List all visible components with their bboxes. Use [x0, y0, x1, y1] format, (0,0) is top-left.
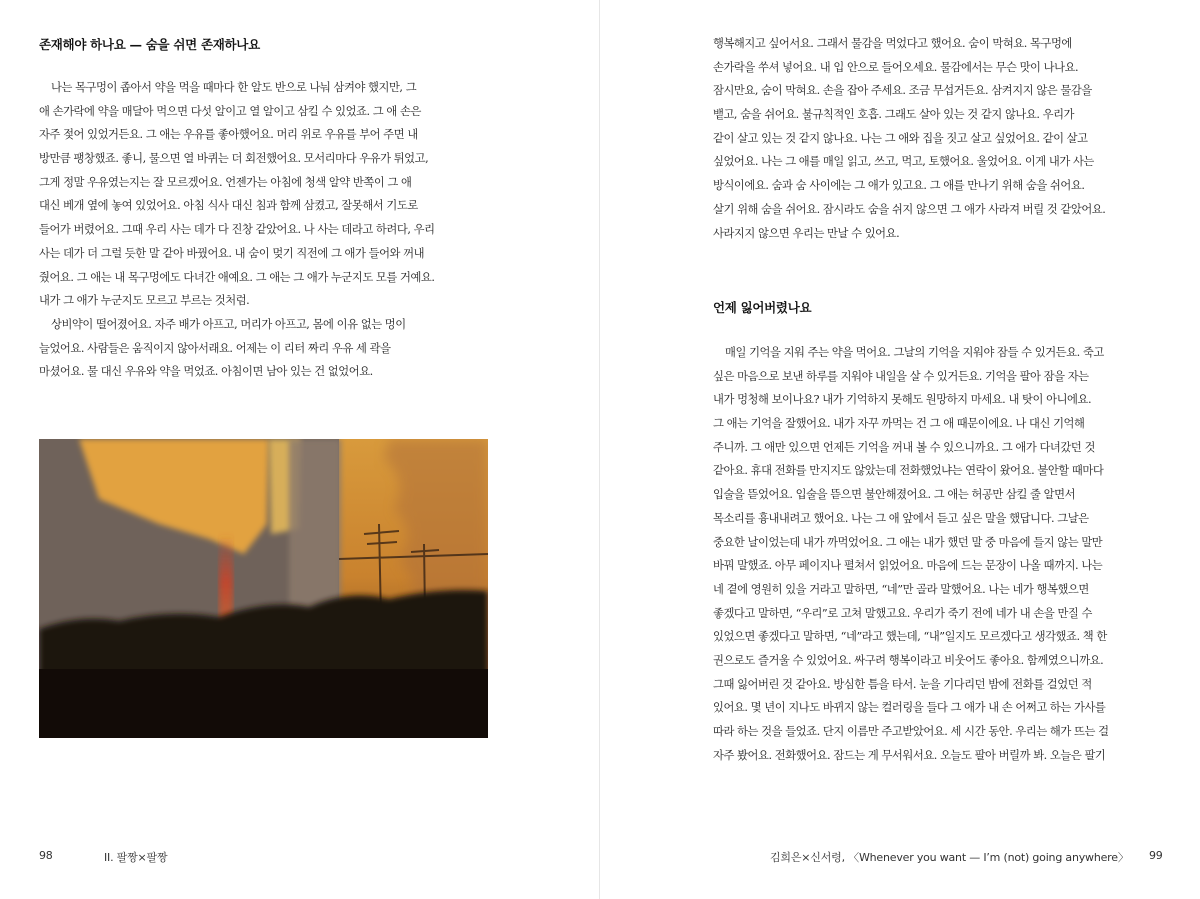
text-line: 매일 기억을 지워 주는 약을 먹어요. 그날의 기억을 지워야 잠들 수 있거든요. 죽고	[725, 346, 1104, 359]
text-line: 들어가 버렸어요. 그때 우리 사는 데가 다 진창 같았어요. 나 사는 데라고 하려다, 우리	[39, 223, 435, 237]
photo-artwork	[39, 439, 488, 738]
text-line: 권으로도 즐거울 수 있었어요. 싸구려 행복이라고 비웃어도 좋아요. 함께였으니까요.	[713, 653, 1104, 667]
text-line: 늘었어요. 사람들은 움직이지 않아서래요. 어제는 이 리터 짜리 우유 세 곽을	[39, 341, 391, 355]
running-title: 김희은×신서령, 〈Whenever you want — I’m (not) going anywhere〉	[770, 851, 1129, 864]
text-line: 사는 데가 더 그럴 듯한 말 같아 바꿨어요. 내 숨이 멎기 직전에 그 애가 들어와 꺼내	[39, 246, 425, 260]
text-line: 같이 살고 있는 것 같지 않나요. 나는 그 애와 집을 짓고 살고 싶었어요. 같이 살고	[713, 131, 1088, 145]
text-line: 살기 위해 숨을 쉬어요. 잠시라도 숨을 쉬지 않으면 그 애가 사라져 버릴 것 같았어요.	[713, 202, 1106, 216]
text-line: 방만큼 팽창했죠. 좋니, 물으면 열 바퀴는 더 회전했어요. 모서리마다 우유가 튀었고,	[39, 152, 429, 166]
text-line: 따라 하는 것을 들었죠. 단지 이름만 주고받았어요. 세 시간 동안. 우리는 해가 뜨는 걸	[713, 725, 1109, 738]
right-continued-text	[713, 32, 1173, 245]
text-line: 내가 멍청해 보이나요? 내가 기억하지 못해도 원망하지 마세요. 내 탓이 아니에요.	[713, 393, 1092, 407]
text-line: 방식이에요. 숨과 숨 사이에는 그 애가 있고요. 그 애를 만나기 위해 숨을 쉬어요.	[713, 179, 1085, 193]
text-line: 마셨어요. 물 대신 우유와 약을 먹었죠. 아침이면 남아 있는 건 없었어요.	[39, 365, 373, 379]
right-page	[600, 0, 1200, 899]
right-page-number: 99	[1149, 849, 1163, 862]
text-line: 주니까. 그 애만 있으면 언제든 기억을 꺼내 볼 수 있으니까요. 그 애가 다녀갔던 것	[713, 440, 1095, 454]
text-line: 내가 그 애가 누군지도 모르고 부르는 것처럼.	[39, 294, 250, 308]
text-line: 나는 목구멍이 좁아서 약을 먹을 때마다 한 알도 반으로 나눠 삼켜야 했지만, 그	[51, 81, 417, 94]
text-line: 그게 정말 우유였는지는 잘 모르겠어요. 언젠가는 아침에 청색 알약 반쪽이 그 애	[39, 175, 412, 189]
text-line: 손가락을 쑤셔 넣어요. 내 입 안으로 들어오세요. 물감에서는 무슨 맛이 나나요.	[713, 60, 1079, 74]
text-line: 사라지지 않으면 우리는 만날 수 있어요.	[713, 226, 900, 240]
text-line: 중요한 날이었는데 내가 까먹었어요. 그 애는 내가 했던 말 중 마음에 들지 않는 말만	[713, 535, 1103, 549]
left-section-label: II. 팔짱×팔짱	[104, 851, 168, 864]
text-line: 좋겠다고 말하면, “우리”로 고쳐 말했고요. 우리가 죽기 전에 네가 내 손을 만질 수	[713, 606, 1092, 620]
text-line: 상비약이 떨어졌어요. 자주 배가 아프고, 머리가 아프고, 몸에 이유 없는 멍이	[51, 317, 406, 331]
left-body-text	[39, 76, 493, 384]
text-line: 싶었어요. 나는 그 애를 매일 읽고, 쓰고, 먹고, 토했어요. 울었어요. 이게 내가 사는	[713, 155, 1094, 169]
text-line: 애 손가락에 약을 매달아 먹으면 다섯 알이고 열 알이고 삼킬 수 있었죠. 그 애 손은	[39, 104, 421, 118]
right-body-text	[713, 341, 1173, 767]
text-line: 입술을 뜯었어요. 입술을 뜯으면 불안해졌어요. 그 애는 허공만 삼킬 줄 알면서	[713, 488, 1076, 502]
text-line: 대신 베개 옆에 놓여 있었어요. 아침 식사 대신 침과 함께 삼켰고, 잘못해서 기도로	[39, 199, 418, 213]
text-line: 자주 젖어 있었거든요. 그 애는 우유를 좋아했어요. 머리 위로 우유를 부어 주면 내	[39, 128, 418, 142]
left-section-heading: 존재해야 하나요 — 숨을 쉬면 존재하나요	[39, 37, 260, 52]
text-line: 그 애는 기억을 잘했어요. 내가 자꾸 까먹는 건 그 애 때문이에요. 나 대신 기억해	[713, 417, 1085, 431]
text-line: 같아요. 휴대 전화를 만지지도 않았는데 전화했었냐는 연락이 왔어요. 불안할 때마다	[713, 464, 1104, 478]
right-section-heading: 언제 잃어버렸나요	[713, 300, 812, 315]
text-line: 싶은 마음으로 보낸 하루를 지워야 내일을 살 수 있거든요. 기억을 팔아 잠을 자는	[713, 369, 1089, 383]
text-line: 있었으면 좋겠다고 말하면, “네”라고 했는데, “내”일지도 모르겠다고 생각했죠. 책 한	[713, 630, 1107, 644]
text-line: 잠시만요, 숨이 막혀요. 손을 잡아 주세요. 조금 무섭거든요. 삼켜지지 않은 물감을	[713, 84, 1092, 98]
text-line: 뱉고, 숨을 쉬어요. 불규칙적인 호흡. 그래도 살아 있는 것 같지 않나요. 우리가	[713, 108, 1075, 122]
text-line: 있어요. 몇 년이 지나도 바뀌지 않는 컬러링을 들다 그 애가 내 손 어쩌고 하는 가사를	[713, 701, 1106, 715]
text-line: 줬어요. 그 애는 내 목구멍에도 다녀간 애예요. 그 애는 그 애가 누군지도 모를 거예요.	[39, 270, 435, 284]
photo-image	[39, 439, 488, 738]
text-line: 바꿔 말했죠. 아무 페이지나 펼쳐서 읽었어요. 마음에 드는 문장이 나올 때까지. 나는	[713, 559, 1103, 573]
text-line: 목소리를 흉내내려고 했어요. 나는 그 애 앞에서 듣고 싶은 말을 했답니다. 그날은	[713, 511, 1089, 525]
left-page-number: 98	[39, 849, 53, 862]
text-line: 그때 잃어버린 것 같아요. 방심한 틈을 타서. 눈을 기다리던 밤에 전화를 걸었던 적	[713, 677, 1092, 691]
text-line: 자주 봤어요. 전화했어요. 잠드는 게 무서워서요. 오늘도 팔아 버릴까 봐. 오늘은 팔기	[713, 748, 1106, 762]
text-line: 네 곁에 영원히 있을 거라고 말하면, “네”만 골라 말했어요. 나는 네가 행복했으면	[713, 582, 1089, 596]
text-line: 행복해지고 싶어서요. 그래서 물감을 먹었다고 했어요. 숨이 막혀요. 목구멍에	[713, 37, 1072, 50]
